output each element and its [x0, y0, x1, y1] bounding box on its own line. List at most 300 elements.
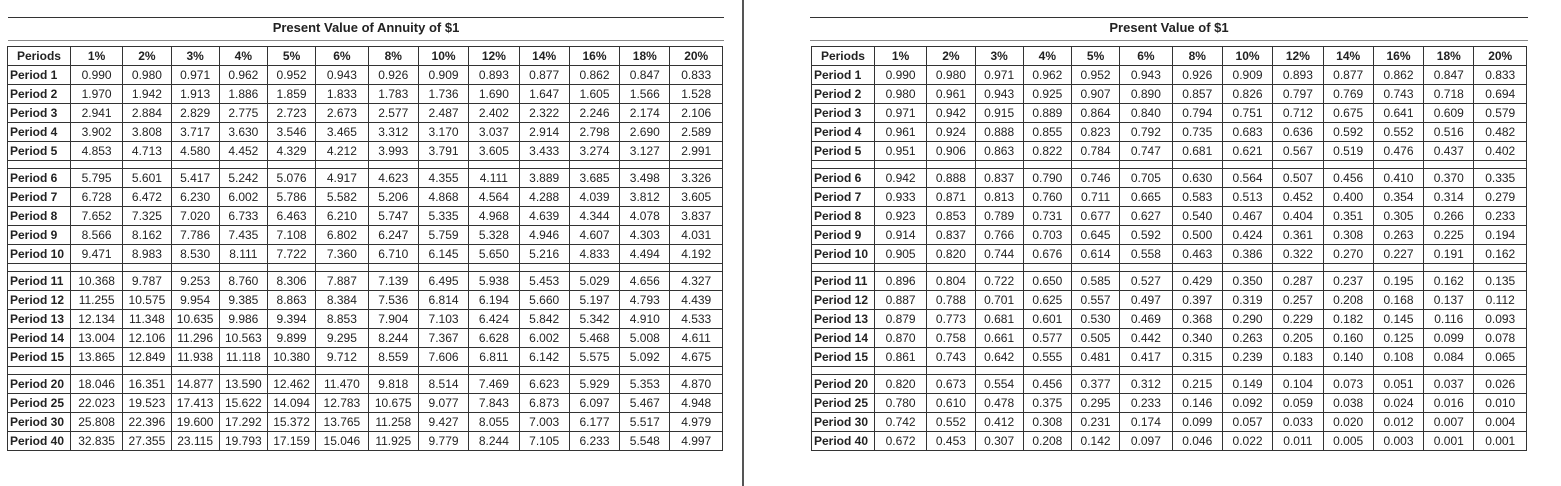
- spacer-cell: [219, 264, 267, 272]
- factor-cell: 0.906: [927, 142, 975, 161]
- factor-cell: 5.601: [123, 169, 171, 188]
- table-row: [812, 272, 1527, 291]
- factor-cell: 6.142: [519, 348, 569, 367]
- spacer-cell: [1474, 161, 1527, 169]
- factor-cell: 0.084: [1424, 348, 1474, 367]
- factor-cell: 2.941: [70, 104, 122, 123]
- factor-cell: 4.639: [519, 207, 569, 226]
- factor-cell: 0.926: [1172, 66, 1222, 85]
- period-label: Period 15: [8, 348, 71, 367]
- factor-cell: 0.092: [1222, 394, 1272, 413]
- factor-cell: 8.530: [171, 245, 219, 264]
- factor-cell: 0.971: [874, 104, 926, 123]
- period-label: Period 2: [8, 85, 71, 104]
- factor-cell: 0.971: [171, 66, 219, 85]
- spacer-cell: [1120, 161, 1172, 169]
- spacer-cell: [1071, 367, 1119, 375]
- rate-header: 20%: [1474, 47, 1527, 66]
- spacer-cell: [1424, 264, 1474, 272]
- factor-cell: 3.717: [171, 123, 219, 142]
- title-rule-top: [810, 17, 1528, 18]
- spacer-cell: [70, 264, 122, 272]
- factor-cell: 0.837: [927, 226, 975, 245]
- table-row: [812, 432, 1527, 451]
- factor-cell: 0.125: [1373, 329, 1423, 348]
- factor-cell: 0.888: [927, 169, 975, 188]
- factor-cell: 0.012: [1373, 413, 1423, 432]
- factor-cell: 3.326: [670, 169, 723, 188]
- factor-cell: 0.820: [874, 375, 926, 394]
- factor-cell: 0.861: [874, 348, 926, 367]
- factor-cell: 0.855: [1023, 123, 1071, 142]
- spacer-cell: [670, 367, 723, 375]
- period-label: Period 10: [812, 245, 875, 264]
- factor-cell: 0.790: [1023, 169, 1071, 188]
- spacer-cell: [219, 161, 267, 169]
- rate-header: 5%: [1071, 47, 1119, 66]
- factor-cell: 0.871: [927, 188, 975, 207]
- factor-cell: 3.127: [620, 142, 670, 161]
- panel-divider: [742, 0, 744, 486]
- factor-cell: 0.905: [874, 245, 926, 264]
- factor-cell: 0.145: [1373, 310, 1423, 329]
- factor-cell: 0.168: [1373, 291, 1423, 310]
- factor-cell: 0.579: [1474, 104, 1527, 123]
- factor-cell: 0.104: [1273, 375, 1323, 394]
- factor-cell: 3.630: [219, 123, 267, 142]
- factor-cell: 0.933: [874, 188, 926, 207]
- rate-header: 10%: [418, 47, 468, 66]
- factor-cell: 0.915: [975, 104, 1023, 123]
- header-row: [812, 47, 1527, 66]
- spacer-cell: [670, 161, 723, 169]
- factor-cell: 0.744: [975, 245, 1023, 264]
- factor-cell: 0.766: [975, 226, 1023, 245]
- periods-header: Periods: [812, 47, 875, 66]
- period-label: Period 20: [812, 375, 875, 394]
- factor-cell: 0.747: [1120, 142, 1172, 161]
- factor-cell: 0.773: [927, 310, 975, 329]
- factor-cell: 0.410: [1373, 169, 1423, 188]
- factor-cell: 9.253: [171, 272, 219, 291]
- factor-cell: 5.328: [469, 226, 519, 245]
- factor-cell: 2.798: [569, 123, 619, 142]
- spacer-cell: [171, 367, 219, 375]
- factor-cell: 0.195: [1373, 272, 1423, 291]
- factor-cell: 4.039: [569, 188, 619, 207]
- factor-cell: 2.174: [620, 104, 670, 123]
- factor-cell: 0.097: [1120, 432, 1172, 451]
- factor-cell: 4.868: [418, 188, 468, 207]
- factor-cell: 4.580: [171, 142, 219, 161]
- factor-cell: 0.907: [1071, 85, 1119, 104]
- factor-cell: 0.961: [927, 85, 975, 104]
- factor-cell: 12.134: [70, 310, 122, 329]
- factor-cell: 0.794: [1172, 104, 1222, 123]
- factor-cell: 0.681: [975, 310, 1023, 329]
- factor-cell: 0.467: [1222, 207, 1272, 226]
- spacer-cell: [1273, 367, 1323, 375]
- factor-cell: 0.703: [1023, 226, 1071, 245]
- factor-cell: 7.843: [469, 394, 519, 413]
- factor-cell: 0.681: [1172, 142, 1222, 161]
- title-rule-top: [8, 17, 724, 18]
- rate-header: 3%: [975, 47, 1023, 66]
- table-row: [8, 169, 723, 188]
- spacer-cell: [1222, 367, 1272, 375]
- table-row: [8, 226, 723, 245]
- spacer-cell: [1023, 264, 1071, 272]
- spacer-cell: [569, 367, 619, 375]
- spacer-cell: [368, 161, 418, 169]
- factor-cell: 9.986: [219, 310, 267, 329]
- factor-cell: 11.255: [70, 291, 122, 310]
- factor-cell: 5.929: [569, 375, 619, 394]
- factor-cell: 0.840: [1120, 104, 1172, 123]
- table-row: [812, 348, 1527, 367]
- spacer-cell: [569, 161, 619, 169]
- group-spacer: [8, 367, 723, 375]
- period-label: Period 4: [8, 123, 71, 142]
- factor-cell: 11.938: [171, 348, 219, 367]
- factor-cell: 4.946: [519, 226, 569, 245]
- factor-cell: 0.229: [1273, 310, 1323, 329]
- factor-cell: 7.003: [519, 413, 569, 432]
- spacer-cell: [1071, 264, 1119, 272]
- factor-cell: 4.327: [670, 272, 723, 291]
- factor-cell: 0.711: [1071, 188, 1119, 207]
- spacer-cell: [267, 264, 315, 272]
- factor-cell: 11.348: [123, 310, 171, 329]
- factor-cell: 10.380: [267, 348, 315, 367]
- factor-cell: 0.743: [1373, 85, 1423, 104]
- factor-cell: 19.793: [219, 432, 267, 451]
- spacer-cell: [171, 264, 219, 272]
- factor-cell: 0.174: [1120, 413, 1172, 432]
- period-label: Period 11: [8, 272, 71, 291]
- factor-cell: 0.482: [1474, 123, 1527, 142]
- spacer-cell: [1323, 161, 1373, 169]
- rate-header: 14%: [519, 47, 569, 66]
- table-row: [8, 291, 723, 310]
- factor-cell: 0.909: [1222, 66, 1272, 85]
- factor-cell: 0.558: [1120, 245, 1172, 264]
- factor-cell: 2.991: [670, 142, 723, 161]
- factor-cell: 0.160: [1323, 329, 1373, 348]
- factor-cell: 0.661: [975, 329, 1023, 348]
- factor-cell: 5.660: [519, 291, 569, 310]
- factor-cell: 0.769: [1323, 85, 1373, 104]
- factor-cell: 0.191: [1424, 245, 1474, 264]
- factor-cell: 0.864: [1071, 104, 1119, 123]
- factor-cell: 5.353: [620, 375, 670, 394]
- factor-cell: 3.433: [519, 142, 569, 161]
- factor-cell: 0.361: [1273, 226, 1323, 245]
- table-row: [8, 142, 723, 161]
- factor-cell: 0.804: [927, 272, 975, 291]
- factor-cell: 7.108: [267, 226, 315, 245]
- spacer-cell: [927, 161, 975, 169]
- factor-cell: 5.335: [418, 207, 468, 226]
- factor-cell: 0.823: [1071, 123, 1119, 142]
- rate-header: 5%: [267, 47, 315, 66]
- rate-header: 12%: [1273, 47, 1323, 66]
- factor-cell: 5.650: [469, 245, 519, 264]
- factor-cell: 3.312: [368, 123, 418, 142]
- spacer-cell: [316, 161, 368, 169]
- factor-cell: 2.322: [519, 104, 569, 123]
- factor-cell: 0.636: [1273, 123, 1323, 142]
- factor-cell: 0.065: [1474, 348, 1527, 367]
- factor-cell: 5.216: [519, 245, 569, 264]
- factor-cell: 1.647: [519, 85, 569, 104]
- factor-cell: 3.902: [70, 123, 122, 142]
- factor-cell: 0.287: [1273, 272, 1323, 291]
- period-label: Period 9: [812, 226, 875, 245]
- group-spacer: [812, 367, 1527, 375]
- factor-cell: 15.046: [316, 432, 368, 451]
- factor-cell: 0.694: [1474, 85, 1527, 104]
- factor-cell: 1.886: [219, 85, 267, 104]
- factor-cell: 0.442: [1120, 329, 1172, 348]
- factor-cell: 12.106: [123, 329, 171, 348]
- factor-cell: 7.325: [123, 207, 171, 226]
- group-spacer: [812, 264, 1527, 272]
- factor-cell: 0.877: [519, 66, 569, 85]
- factor-cell: 0.112: [1474, 291, 1527, 310]
- factor-cell: 0.078: [1474, 329, 1527, 348]
- period-label: Period 1: [812, 66, 875, 85]
- factor-cell: 0.001: [1474, 432, 1527, 451]
- factor-cell: 0.263: [1373, 226, 1423, 245]
- rate-header: 1%: [70, 47, 122, 66]
- factor-cell: 6.230: [171, 188, 219, 207]
- factor-cell: 0.942: [927, 104, 975, 123]
- factor-cell: 0.140: [1323, 348, 1373, 367]
- period-label: Period 13: [8, 310, 71, 329]
- factor-cell: 1.783: [368, 85, 418, 104]
- period-label: Period 3: [812, 104, 875, 123]
- factor-cell: 0.476: [1373, 142, 1423, 161]
- table-row: [812, 394, 1527, 413]
- factor-cell: 0.592: [1120, 226, 1172, 245]
- factor-cell: 0.952: [1071, 66, 1119, 85]
- factor-cell: 0.507: [1273, 169, 1323, 188]
- factor-cell: 5.468: [569, 329, 619, 348]
- factor-cell: 0.263: [1222, 329, 1272, 348]
- periods-header: Periods: [8, 47, 71, 66]
- factor-cell: 0.554: [975, 375, 1023, 394]
- factor-cell: 0.712: [1273, 104, 1323, 123]
- factor-cell: 8.853: [316, 310, 368, 329]
- factor-cell: 0.822: [1023, 142, 1071, 161]
- factor-cell: 0.641: [1373, 104, 1423, 123]
- spacer-cell: [1323, 367, 1373, 375]
- period-label: Period 12: [812, 291, 875, 310]
- spacer-cell: [1120, 367, 1172, 375]
- factor-cell: 0.500: [1172, 226, 1222, 245]
- factor-cell: 0.239: [1222, 348, 1272, 367]
- factor-cell: 3.274: [569, 142, 619, 161]
- factor-cell: 0.266: [1424, 207, 1474, 226]
- factor-cell: 6.233: [569, 432, 619, 451]
- factor-cell: 4.623: [368, 169, 418, 188]
- spacer-cell: [8, 264, 71, 272]
- table-row: [8, 245, 723, 264]
- annuity-table: [7, 46, 723, 451]
- header-row: [8, 47, 723, 66]
- factor-cell: 3.993: [368, 142, 418, 161]
- factor-cell: 0.437: [1424, 142, 1474, 161]
- spacer-cell: [8, 367, 71, 375]
- period-label: Period 8: [812, 207, 875, 226]
- spacer-cell: [927, 367, 975, 375]
- factor-cell: 0.404: [1273, 207, 1323, 226]
- factor-cell: 4.344: [569, 207, 619, 226]
- factor-cell: 0.722: [975, 272, 1023, 291]
- factor-cell: 4.439: [670, 291, 723, 310]
- factor-cell: 2.690: [620, 123, 670, 142]
- factor-cell: 4.979: [670, 413, 723, 432]
- spacer-cell: [267, 367, 315, 375]
- rate-header: 6%: [1120, 47, 1172, 66]
- factor-cell: 4.533: [670, 310, 723, 329]
- factor-cell: 19.600: [171, 413, 219, 432]
- factor-cell: 0.645: [1071, 226, 1119, 245]
- factor-cell: 8.559: [368, 348, 418, 367]
- table-row: [8, 207, 723, 226]
- factor-cell: 0.925: [1023, 85, 1071, 104]
- spacer-cell: [469, 367, 519, 375]
- factor-cell: 4.303: [620, 226, 670, 245]
- factor-cell: 0.609: [1424, 104, 1474, 123]
- factor-cell: 10.675: [368, 394, 418, 413]
- spacer-cell: [316, 264, 368, 272]
- factor-cell: 9.077: [418, 394, 468, 413]
- factor-cell: 6.873: [519, 394, 569, 413]
- factor-cell: 4.870: [670, 375, 723, 394]
- factor-cell: 6.177: [569, 413, 619, 432]
- factor-cell: 0.820: [927, 245, 975, 264]
- factor-cell: 14.094: [267, 394, 315, 413]
- factor-cell: 0.627: [1120, 207, 1172, 226]
- factor-cell: 0.990: [874, 66, 926, 85]
- factor-cell: 7.887: [316, 272, 368, 291]
- period-label: Period 5: [8, 142, 71, 161]
- factor-cell: 6.002: [519, 329, 569, 348]
- factor-cell: 7.360: [316, 245, 368, 264]
- factor-cell: 0.481: [1071, 348, 1119, 367]
- factor-cell: 0.469: [1120, 310, 1172, 329]
- spacer-cell: [219, 367, 267, 375]
- factor-cell: 10.563: [219, 329, 267, 348]
- factor-cell: 10.368: [70, 272, 122, 291]
- table-row: [812, 226, 1527, 245]
- factor-cell: 7.786: [171, 226, 219, 245]
- spacer-cell: [1273, 161, 1323, 169]
- factor-cell: 10.575: [123, 291, 171, 310]
- factor-cell: 9.954: [171, 291, 219, 310]
- spacer-cell: [569, 264, 619, 272]
- period-label: Period 10: [8, 245, 71, 264]
- spacer-cell: [975, 161, 1023, 169]
- factor-cell: 6.424: [469, 310, 519, 329]
- spacer-cell: [812, 161, 875, 169]
- period-label: Period 7: [8, 188, 71, 207]
- factor-cell: 8.514: [418, 375, 468, 394]
- factor-cell: 0.942: [874, 169, 926, 188]
- factor-cell: 0.046: [1172, 432, 1222, 451]
- factor-cell: 0.020: [1323, 413, 1373, 432]
- factor-cell: 4.853: [70, 142, 122, 161]
- table-row: [812, 104, 1527, 123]
- factor-cell: 0.675: [1323, 104, 1373, 123]
- rate-header: 1%: [874, 47, 926, 66]
- spacer-cell: [1424, 161, 1474, 169]
- factor-cell: 0.003: [1373, 432, 1423, 451]
- factor-cell: 0.149: [1222, 375, 1272, 394]
- factor-cell: 5.197: [569, 291, 619, 310]
- factor-cell: 1.913: [171, 85, 219, 104]
- rate-header: 8%: [1172, 47, 1222, 66]
- factor-cell: 3.837: [670, 207, 723, 226]
- factor-cell: 0.429: [1172, 272, 1222, 291]
- factor-cell: 7.103: [418, 310, 468, 329]
- factor-cell: 4.564: [469, 188, 519, 207]
- factor-cell: 9.394: [267, 310, 315, 329]
- factor-cell: 0.971: [975, 66, 1023, 85]
- factor-cell: 0.010: [1474, 394, 1527, 413]
- factor-cell: 0.315: [1172, 348, 1222, 367]
- factor-cell: 0.789: [975, 207, 1023, 226]
- factor-cell: 0.033: [1273, 413, 1323, 432]
- factor-cell: 0.001: [1424, 432, 1474, 451]
- factor-cell: 0.610: [927, 394, 975, 413]
- rate-header: 12%: [469, 47, 519, 66]
- factor-cell: 0.673: [927, 375, 975, 394]
- factor-cell: 1.736: [418, 85, 468, 104]
- spacer-cell: [1373, 264, 1423, 272]
- factor-cell: 0.676: [1023, 245, 1071, 264]
- spacer-cell: [519, 264, 569, 272]
- factor-cell: 0.519: [1323, 142, 1373, 161]
- factor-cell: 0.093: [1474, 310, 1527, 329]
- factor-cell: 8.055: [469, 413, 519, 432]
- table-row: [812, 375, 1527, 394]
- period-label: Period 25: [812, 394, 875, 413]
- factor-cell: 0.642: [975, 348, 1023, 367]
- factor-cell: 1.942: [123, 85, 171, 104]
- factor-cell: 0.505: [1071, 329, 1119, 348]
- table-row: [812, 291, 1527, 310]
- table-row: [812, 329, 1527, 348]
- period-label: Period 13: [812, 310, 875, 329]
- period-label: Period 30: [812, 413, 875, 432]
- factor-cell: 5.786: [267, 188, 315, 207]
- factor-cell: 7.469: [469, 375, 519, 394]
- period-label: Period 8: [8, 207, 71, 226]
- factor-cell: 0.335: [1474, 169, 1527, 188]
- factor-cell: 22.023: [70, 394, 122, 413]
- factor-cell: 0.870: [874, 329, 926, 348]
- factor-cell: 8.760: [219, 272, 267, 291]
- factor-cell: 4.833: [569, 245, 619, 264]
- factor-cell: 0.943: [316, 66, 368, 85]
- factor-cell: 15.372: [267, 413, 315, 432]
- rate-header: 8%: [368, 47, 418, 66]
- spacer-cell: [1373, 161, 1423, 169]
- period-label: Period 1: [8, 66, 71, 85]
